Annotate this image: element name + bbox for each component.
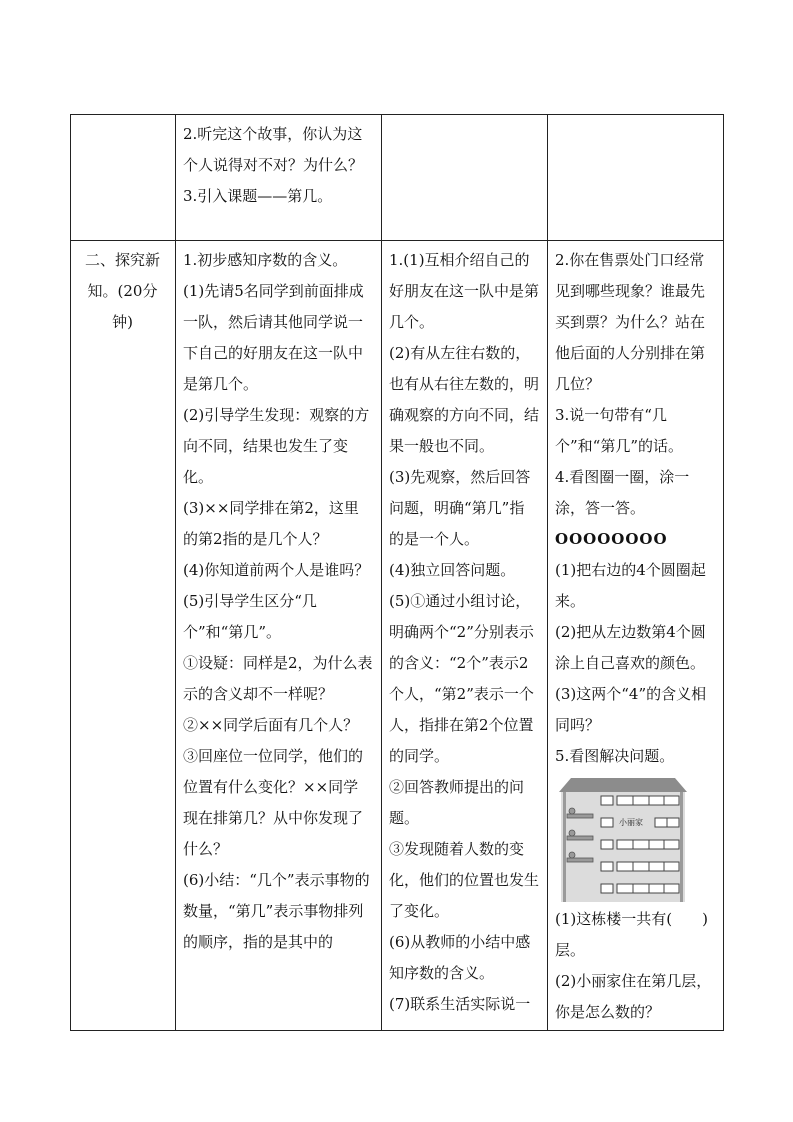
stage-cell: 二、探究新知。(20分钟) — [71, 241, 176, 1031]
text-line: (6)从教师的小结中感知序数的含义。 — [389, 933, 531, 982]
text-line: 1.(1)互相介绍自己的好朋友在这一队中是第几个。 — [389, 251, 540, 331]
text-line: 2.听完这个故事，你认为这个人说得对不对？为什么？ — [183, 125, 364, 174]
text-line: (7)联系生活实际说一 — [389, 995, 531, 1013]
text-line: (4)你知道前两个人是谁吗？ — [183, 561, 370, 579]
teacher-activity-cell — [176, 241, 382, 1031]
text-line: (4)独立回答问题。 — [389, 561, 516, 579]
student-activity-cell — [382, 241, 548, 1031]
text-line: 1.初步感知序数的含义。 — [183, 251, 348, 269]
teacher-activity-cell — [176, 115, 382, 241]
text-line: (2)有从左往右数的，也有从右往左数的，明确观察的方向不同，结果一般也不同。 — [389, 344, 540, 455]
text-line: 4.看图圈一圈，涂一涂，答一答。 — [555, 468, 690, 517]
table-row — [71, 115, 724, 241]
lesson-plan-table — [70, 114, 724, 1031]
text-line: (3)先观察，然后回答问题，明确“第几”指的是一个人。 — [389, 468, 531, 548]
text-line: (1)先请5名同学到前面排成一队，然后请其他同学说一下自己的好朋友在这一队中是第几个。 — [183, 282, 364, 393]
text-line: (2)把从左边数第4个圆涂上自己喜欢的颜色。 — [555, 623, 706, 672]
text-line: ②回答教师提出的问题。 — [389, 778, 525, 827]
text-line: 2.你在售票处门口经常见到哪些现象？谁最先买到票？为什么？站在他后面的人分别排在第几位？ — [555, 251, 706, 393]
student-activity-cell-empty — [382, 115, 548, 241]
text-line: (1)把右边的4个圆圈起来。 — [555, 561, 706, 610]
text-line: ③发现随着人数的变化，他们的位置也发生了变化。 — [389, 840, 540, 920]
text-line: ①设疑：同样是2，为什么表示的含义却不一样呢？ — [183, 654, 373, 703]
text-line: 5.看图解决问题。 — [555, 747, 675, 765]
text-line: ③回座位一位同学，他们的位置有什么变化？××同学现在排第几？从中你发现了什么？ — [183, 747, 364, 858]
text-line: ②××同学后面有几个人？ — [183, 716, 359, 734]
text-line: (2)引导学生发现：观察的方向不同，结果也发生了变化。 — [183, 406, 370, 486]
text-line: (3)××同学排在第2，这里的第2指的是几个人？ — [183, 499, 359, 548]
text-line: (1)这栋楼一共有( )层。 — [555, 910, 708, 959]
text-line: (5)①通过小组讨论，明确两个“2”分别表示的含义：“2个”表示2个人，“第2”表示一个人，指排在第2个位置的同学。 — [389, 592, 534, 765]
building-label: 小丽家 — [619, 818, 643, 827]
text-line: 3.引入课题——第几。 — [183, 187, 333, 205]
table-row — [71, 241, 724, 1031]
text-line: (6)小结：“几个”表示事物的数量，“第几”表示事物排列的顺序，指的是其中的 — [183, 871, 370, 951]
text-line: (2)小丽家住在第几层，你是怎么数的？ — [555, 972, 712, 1021]
text-line: 3.说一句带有“几个”和“第几”的话。 — [555, 406, 684, 455]
circles-row: OOOOOOOO — [555, 530, 668, 548]
text-line: (5)引导学生区分“几个”和“第几”。 — [183, 592, 317, 641]
building-illustration — [559, 776, 687, 902]
practice-cell — [548, 241, 724, 1031]
practice-cell-empty — [548, 115, 724, 241]
text-line: (3)这两个“4”的含义相同吗？ — [555, 685, 707, 734]
stage-cell-empty — [71, 115, 176, 241]
